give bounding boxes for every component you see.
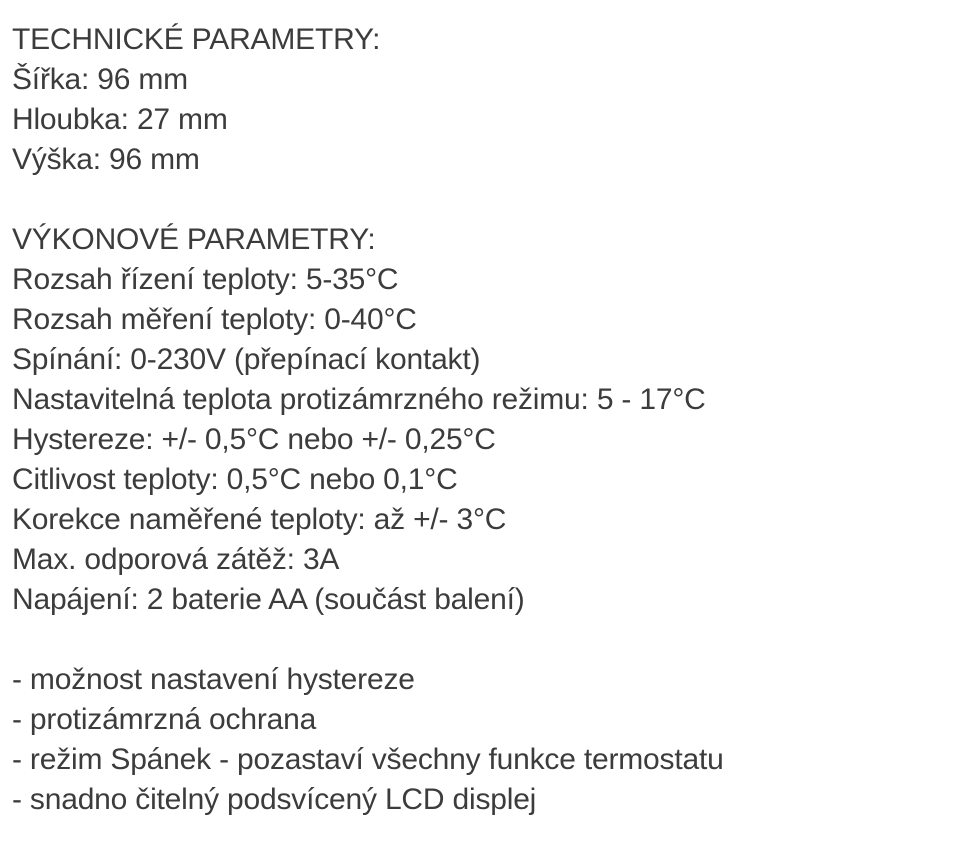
feature-item: - možnost nastavení hystereze <box>12 663 415 696</box>
spec-switching: Spínání: 0-230V (přepínací kontakt) <box>12 343 481 376</box>
spec-correction: Korekce naměřené teploty: až +/- 3°C <box>12 503 507 536</box>
spec-width: Šířka: 96 mm <box>12 63 188 96</box>
spec-power-supply: Napájení: 2 baterie AA (součást balení) <box>12 583 525 616</box>
feature-item: - protizámrzná ochrana <box>12 703 317 736</box>
section-spacer <box>12 620 962 660</box>
spec-depth: Hloubka: 27 mm <box>12 103 228 136</box>
feature-item: - snadno čitelný podsvícený LCD displej <box>12 783 537 816</box>
performance-parameters-heading: VÝKONOVÉ PARAMETRY: <box>12 223 376 256</box>
spec-hysteresis: Hystereze: +/- 0,5°C nebo +/- 0,25°C <box>12 423 496 456</box>
performance-parameters-section <box>12 220 962 620</box>
technical-parameters-heading: TECHNICKÉ PARAMETRY: <box>12 23 381 56</box>
spec-measurement-range: Rozsah měření teploty: 0-40°C <box>12 303 417 336</box>
technical-parameters-section <box>12 20 962 180</box>
product-spec-text <box>12 20 962 820</box>
spec-sensitivity: Citlivost teploty: 0,5°C nebo 0,1°C <box>12 463 458 496</box>
spec-control-range: Rozsah řízení teploty: 5-35°C <box>12 263 399 296</box>
features-list <box>12 660 962 820</box>
spec-height: Výška: 96 mm <box>12 143 200 176</box>
spec-max-load: Max. odporová zátěž: 3A <box>12 543 340 576</box>
feature-item: - režim Spánek - pozastaví všechny funkce termostatu <box>12 743 724 776</box>
spec-frost-protection: Nastavitelná teplota protizámrzného režimu: 5 - 17°C <box>12 383 706 416</box>
section-spacer <box>12 180 962 220</box>
